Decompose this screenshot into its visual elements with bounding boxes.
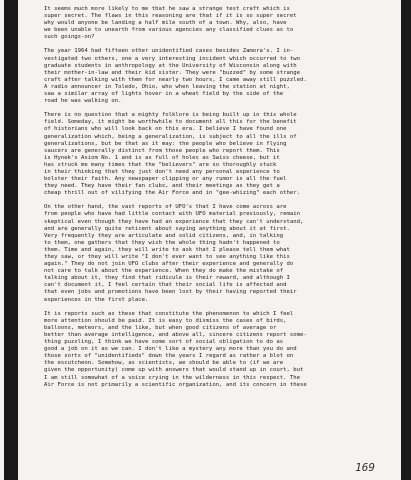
paragraph-social-obligation: It is reports such as these that constitute the phenomenon to which I feel more attention should be paid. It is easy to dismiss the cases of birds, balloons, meteors, and the like, but when good citizens of average or better than average intelligence, and above all, sincere citizens report some- thing puzzling, I think we have some sort of social obligation to do as good a job on it as we can. I don't like a mystery any more than you do and those sorts of "unidentifieds" down the years I regard as rather a blot on the escutcheon. Somehow, as scientists, we should be able to (if we are given the opportunity) come up with answers that would stand up in court, but I am still somewhat of a voice crying in the wilderness in this respect. The Air Force is not primarily a scientific organization, and its concern in these — [44, 310, 307, 388]
scanner-edge-strip — [0, 0, 4, 480]
typewritten-page — [18, 0, 401, 480]
page-body — [44, 6, 392, 389]
page-number: 169 — [355, 461, 375, 474]
paragraph-zamora-speculation: It seems much more likely to me that he saw a strange test craft which is super secret. The flaws in this reasoning are that if it is so super secret why would anyone be landing a half mile south of a town. Why, also, have we been unable to unearth from various agencies any classified clues as to such goings-on? — [44, 6, 297, 41]
paragraph-reporters: On the other hand, the vast reports of UFO's that I have come across are from people who have had little contact with UFO material previously, remain skeptical even though they have had an experience that they can't understand, and are generally quite reticent about saying anything about it at first. Very frequently they are articulate and solid citizens, and, in talking to them, one gathers that they wish the whole thing hadn't happened to them. Time and again, they will write to ask that I please tell them what they saw, or they will write "I don't ever want to see anything like this again." They do not join UFO clubs after their experience and generally do not care to talk about the experience. When they do make the mistake of talking about it, they find that ridicule is their reward, and although I can't document it, I feel certain that their social life is affected and that even jobs and promotions have been lost by their having reported their experiences in the first place. — [44, 204, 304, 303]
paragraph-folklore: There is no question that a mighty folklore is being built up in this whole field. Someday, it might be worthwhile to document all this for the benefit of historians who will look back on this era. I believe I have found one generalization which, being a generalization, is subject to all the ills of generalizations, but be that as it may: the people who believe in flying saucers are generally distinct from those people who report them. This is Hynek's Axiom No. 1 and is as full of holes as Swiss cheese, but it has struck me many times that the "believers" are so thoroughly stuck in their thinking that they just don't need any personal experience to bolster their faith. Any newspaper clipping or any rumor is all the fuel they need. They have their fan clubs, and their meetings as they get a cheap thrill out of vilifying the Air Force and in "gee-whizing" each other. — [44, 112, 300, 197]
paragraph-1964-cases: The year 1964 had fifteen other unidentified cases besides Zamora's. I in- vestigated two others, one a very interesting incident which occurred to two graduate students in anthropology at the University of Wisconsin along with their mother-in-law and their kid sister. They were "buzzed" by some strange craft after talking with them for nearly two hours, I came away still puzzled. A radio announcer in Toledo, Ohio, who when leaving the station at night, saw a similar array of lights hover in a wheat field by the side of the road he was walking on. — [44, 48, 307, 105]
